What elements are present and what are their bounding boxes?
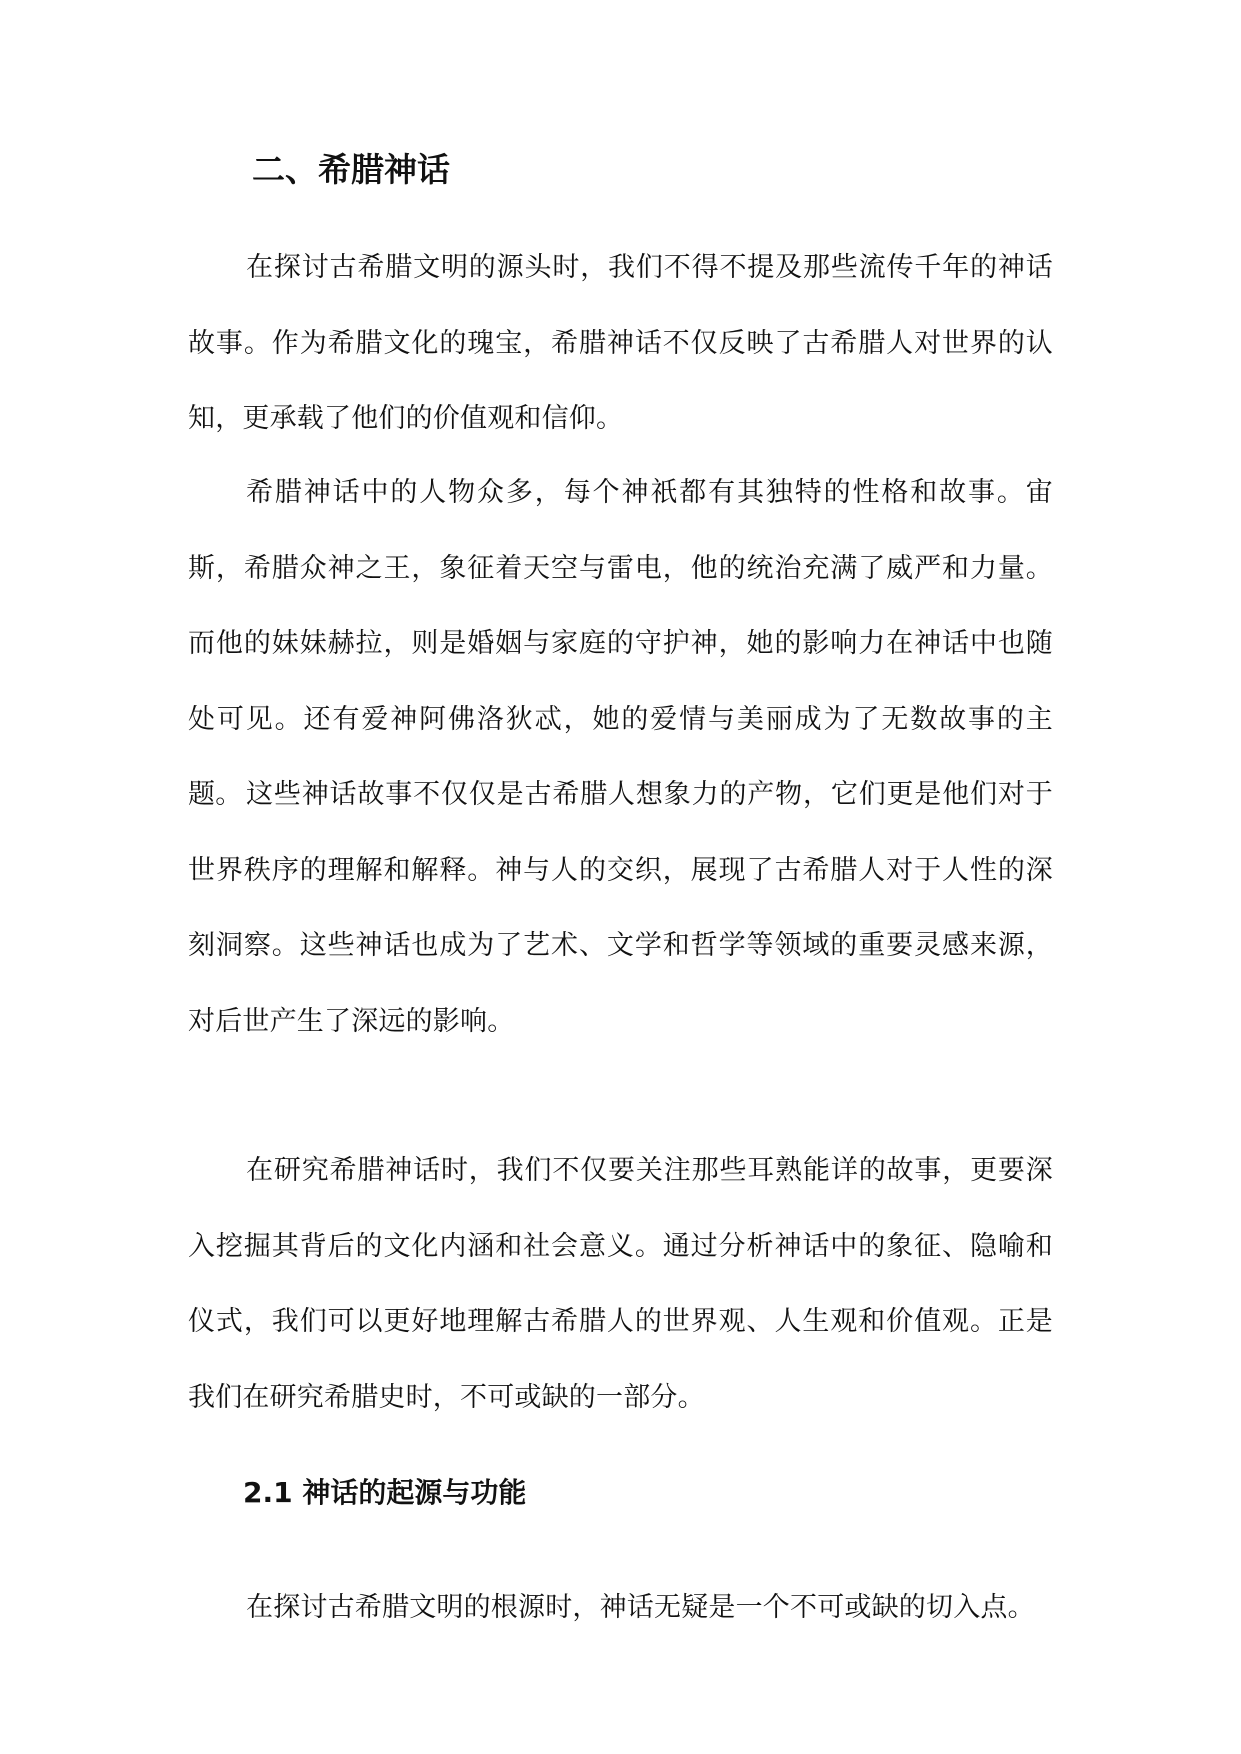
section-heading: 二、希腊神话: [252, 150, 450, 189]
paragraph: 在研究希腊神话时，我们不仅要关注那些耳熟能详的故事，更要深入挖掘其背后的文化内涵和社会意义。通过分析神话中的象征、隐喻和仪式，我们可以更好地理解古希腊人的世界观、人生观和价值观。正是我们在研究希腊史时，不可或缺的一部分。: [188, 1155, 1053, 1413]
paragraph: 这些神话故事不仅仅是古希腊人想象力的产物，它们更是他们对于世界秩序的理解和解释。神与人的交织，展现了古希腊人对于人性的深刻洞察。这些神话也成为了艺术、文学和哲学等领域的重要灵感来源，对后世产生了深远的影响。: [188, 779, 1053, 1037]
paragraph: 在探讨古希腊文明的根源时，神话无疑是一个不可或缺的切入点。: [246, 1592, 1035, 1623]
paragraph: 在探讨古希腊文明的源头时，我们不得不提及那些流传千年的神话故事。作为希腊文化的瑰宝，希腊神话不仅反映了古希腊人对世界的认知，更承载了他们的价值观和信仰。: [188, 252, 1053, 435]
paragraph: 希腊神话中的人物众多，每个神祇都有其独特的性格和故事。宙斯，希腊众神之王，象征着天空与雷电，他的统治充满了威严和力量。而他的妹妹赫拉，则是婚姻与家庭的守护神，她的影响力在神话中也随处可见。还有爱神阿佛洛狄忒，她的爱情与美丽成为了无数故事的主题。: [188, 477, 1053, 811]
subsection-heading: 2.1 神话的起源与功能: [243, 1476, 527, 1509]
